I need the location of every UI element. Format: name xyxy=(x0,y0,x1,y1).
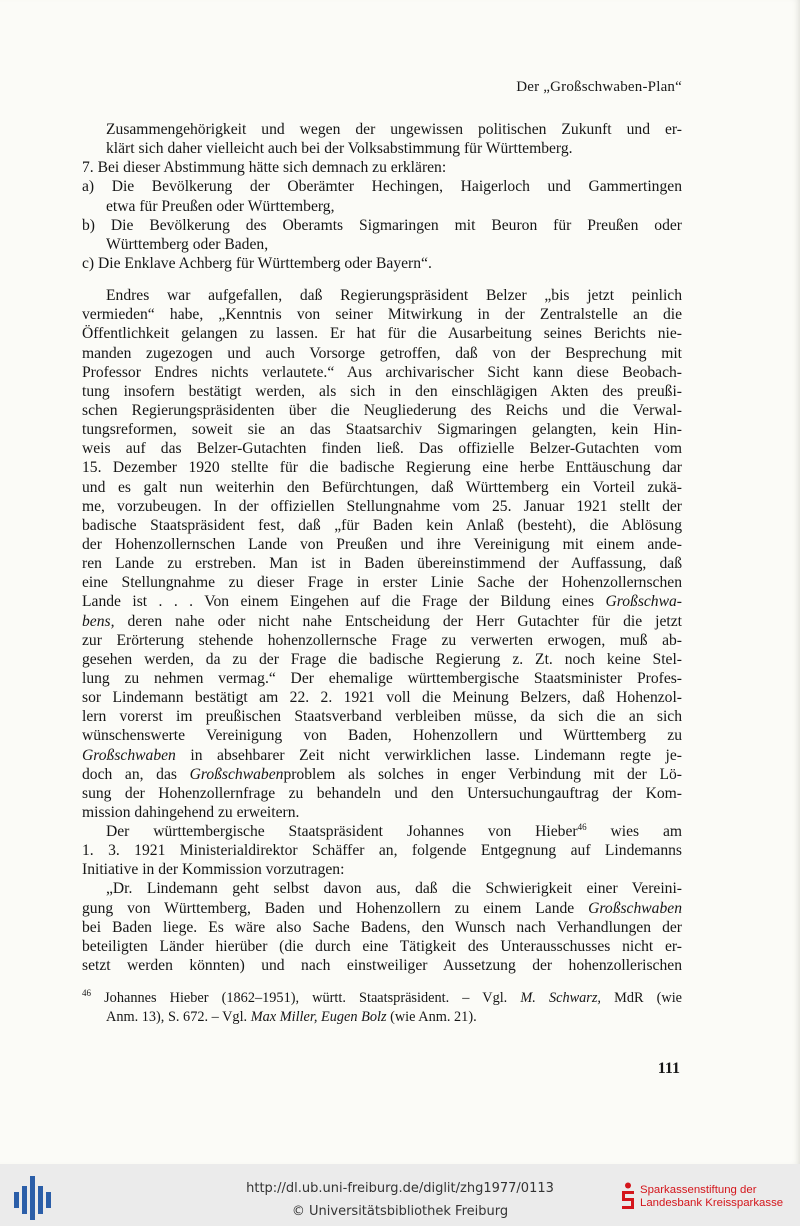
text-line: manden zugezogen und auch Vorsorge getroffen, daß von der Besprechung mit xyxy=(82,344,682,362)
viewer-footer xyxy=(0,1164,800,1226)
sponsor-name: Sparkassenstiftung der Landesbank Kreissparkasse xyxy=(640,1184,784,1209)
italic-term: Großschwa- xyxy=(605,593,682,611)
text-line: lern vorerst im preußischen Staatsverband verbleiben müsse, da sich die an sich xyxy=(82,708,682,726)
text-line: 15. Dezember 1920 stellte für die badische Regierung eine herbe Enttäuschung dar xyxy=(82,459,682,477)
text-line: weis auf das Belzer-Gutachten finden ließ. Das offizielle Belzer-Gutachten vom xyxy=(82,440,682,458)
text-line: bens, deren nahe oder nicht nahe Entscheidung der Herr Gutachter für die jetzt xyxy=(82,612,683,630)
text-line: etwa für Preußen oder Württemberg, xyxy=(106,197,335,215)
text-line: 7. Bei dieser Abstimmung hätte sich demnach zu erklären: xyxy=(82,159,447,177)
text-line: Großschwaben in absehbarer Zeit nicht verwirklichen lasse. Lindemann regte je- xyxy=(82,746,682,764)
footnote-ref: 46 xyxy=(577,822,587,833)
text-line: und es galt nun weiterhin den Befürchtungen, daß Württemberg ein Vorteil zukä- xyxy=(82,478,682,496)
text-line: „Dr. Lindemann geht selbst davon aus, daß die Schwierigkeit einer Vereini- xyxy=(106,880,682,898)
copyright-notice: © Universitätsbibliothek Freiburg xyxy=(291,1204,509,1219)
text-line: setzt werden könnten) und nach einstweiliger Aussetzung der hohenzollerischen xyxy=(82,957,682,975)
sponsor-logo[interactable] xyxy=(620,1178,798,1222)
text-line: lung zu nehmen vermag.“ Der ehemalige württembergische Staatsminister Profes- xyxy=(82,669,682,687)
text-line: beteiligten Länder hierüber (die durch eine Tätigkeit des Unterausschusses nicht er- xyxy=(82,937,682,955)
text-line: Professor Endres nichts verlautete.“ Aus archivarischer Sicht kann diese Beobach- xyxy=(82,363,682,381)
text-line: sung der Hohenzollernfrage zu behandeln und den Untersuchungauftrag der Kom- xyxy=(82,784,682,802)
page-number: 111 xyxy=(657,1060,680,1077)
text-line: klärt sich daher vielleicht auch bei der Volksabstimmung für Württemberg. xyxy=(106,140,573,158)
text-line: 1. 3. 1921 Ministerialdirektor Schäffer an, folgende Entgegnung auf Lindemanns xyxy=(82,842,682,860)
text-line: Endres war aufgefallen, daß Regierungspräsident Belzer „bis jetzt peinlich xyxy=(106,287,682,305)
text-line: sor Lindemann bestätigt am 22. 2. 1921 voll die Meinung Belzers, daß Hohenzol- xyxy=(82,689,682,707)
footnote xyxy=(82,989,682,1027)
footnote-mark: 46 xyxy=(82,988,91,999)
text-line: wünschenswerte Vereinigung von Baden, Hohenzollern und Württemberg zu xyxy=(82,727,682,745)
text-line: ren Lande zu erstreben. Man ist in Baden übereinstimmend der Auffassung, daß xyxy=(82,555,682,573)
body-text xyxy=(82,120,682,1027)
text-line: me, vorzubeugen. In der offiziellen Stellungnahme vom 25. Januar 1921 stellt der xyxy=(82,497,682,515)
text-line: a) Die Bevölkerung der Oberämter Hechingen, Haigerloch und Gammertingen xyxy=(82,178,682,196)
running-head: Der „Großschwaben-Plan“ xyxy=(516,79,682,95)
text-line: Initiative in der Kommission vorzutragen: xyxy=(82,861,345,879)
text-line: Lande ist . . . Von einem Eingehen auf die Frage der Bildung eines Großschwa- xyxy=(82,593,682,611)
text-line: gesehen werden, da zu der Frage die badische Regierung z. Zt. noch keine Stel- xyxy=(82,650,682,668)
italic-term: bens, xyxy=(82,612,115,630)
text-line: Öffentlichkeit gelangen zu lassen. Er hat für die Ausarbeitung seines Berichts nie- xyxy=(82,325,682,343)
text-line: Württemberg oder Baden, xyxy=(106,235,269,253)
text-line: tung insofern bestätigt werden, als sich in den einschlägigen Akten des preußi- xyxy=(82,382,682,400)
sparkasse-s-icon xyxy=(620,1182,636,1210)
text-line: bei Baden liege. Es wäre also Sache Badens, den Wunsch nach Verhandlungen der xyxy=(82,918,682,936)
text-line: vermieden“ habe, „Kenntnis von seiner Mitwirkung in der Zentralstelle an die xyxy=(82,306,682,324)
text-line: gung von Württemberg, Baden und Hohenzollern zu einem Lande Großschwaben xyxy=(82,899,682,917)
text-line: mission dahingehend zu erweitern. xyxy=(82,803,300,821)
italic-term: Großschwaben xyxy=(82,746,176,764)
text-line: c) Die Enklave Achberg für Württemberg oder Bayern“. xyxy=(82,254,432,272)
text-line: schen Regierungspräsidenten über die Neugliederung des Reichs und die Verwal- xyxy=(82,401,682,419)
italic-term: Großschwaben xyxy=(189,765,284,783)
permalink-url[interactable]: http://dl.ub.uni-freiburg.de/diglit/zhg1977/0113 xyxy=(246,1181,554,1196)
text-line: Der württembergische Staatspräsident Johannes von Hieber$^{46}$ wies am xyxy=(106,822,682,841)
text-line: tungsreformen, soweit sie an das Staatsarchiv Sigmaringen gelangten, kein Hin- xyxy=(82,421,682,439)
text-line: eine Stellungnahme zu dieser Frage in erster Linie Sache der Hohenzollernschen xyxy=(82,574,682,592)
text-line: b) Die Bevölkerung des Oberamts Sigmaringen mit Beuron für Preußen oder xyxy=(82,216,682,234)
text-line: der Hohenzollernschen Lande von Preußen und ihre Vereinigung mit einem ande- xyxy=(82,535,682,553)
text-line: badische Staatspräsident fest, daß „für Baden kein Anlaß (besteht), die Ablösung xyxy=(82,516,682,534)
footnote-line: Anm. 13), S. 672. – Vgl. Max Miller, Eugen Bolz (wie Anm. 21). xyxy=(106,1009,477,1026)
text-line: doch an, das Großschwabenproblem als solches in enger Verbindung mit der Lö- xyxy=(82,765,683,783)
text-line: zur Erörterung stehende hohenzollernsche Frage zu verwerten erwogen, muß ab- xyxy=(82,631,682,649)
italic-term: Großschwaben xyxy=(588,899,682,917)
footnote-line: $^{46}$ Johannes Hieber (1862–1951), württ. Staatspräsident. – Vgl. M. Schwarz, MdR (wie xyxy=(82,988,683,1007)
text-line: Zusammengehörigkeit und wegen der ungewissen politischen Zukunft und er- xyxy=(106,121,682,138)
